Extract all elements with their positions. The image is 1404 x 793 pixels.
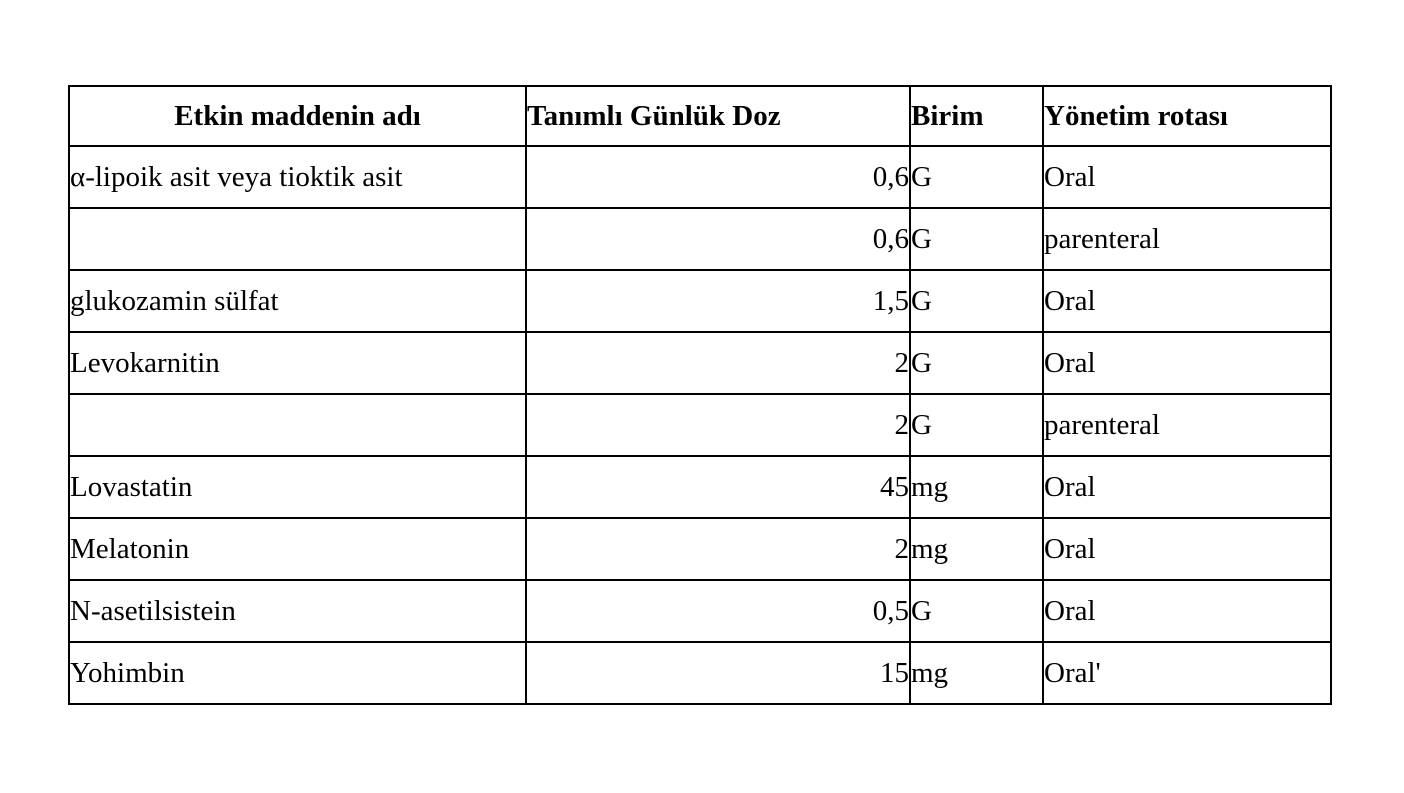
table-row: [69, 208, 1331, 270]
cell-route: Oral: [1043, 456, 1331, 518]
header-unit: Birim: [910, 86, 1043, 146]
cell-route: Oral': [1043, 642, 1331, 704]
cell-name: Levokarnitin: [69, 332, 526, 394]
header-route: Yönetim rotası: [1043, 86, 1331, 146]
cell-dose: 15: [526, 642, 910, 704]
cell-route: Oral: [1043, 146, 1331, 208]
cell-dose: 0,6: [526, 146, 910, 208]
cell-dose: 0,6: [526, 208, 910, 270]
cell-dose: 2: [526, 332, 910, 394]
cell-unit: G: [910, 270, 1043, 332]
table-row: [69, 270, 1331, 332]
cell-route: Oral: [1043, 518, 1331, 580]
cell-name: Yohimbin: [69, 642, 526, 704]
cell-unit: mg: [910, 642, 1043, 704]
table-header-row: [69, 86, 1331, 146]
table-row: [69, 146, 1331, 208]
table-row: [69, 456, 1331, 518]
cell-unit: mg: [910, 518, 1043, 580]
cell-dose: 2: [526, 518, 910, 580]
table-row: [69, 518, 1331, 580]
cell-name: [69, 394, 526, 456]
dose-table: [68, 85, 1332, 705]
header-active-ingredient: Etkin maddenin adı: [69, 86, 526, 146]
table-row: [69, 332, 1331, 394]
cell-unit: G: [910, 332, 1043, 394]
cell-name: N-asetilsistein: [69, 580, 526, 642]
cell-name: Lovastatin: [69, 456, 526, 518]
cell-name: [69, 208, 526, 270]
cell-dose: 2: [526, 394, 910, 456]
cell-unit: G: [910, 394, 1043, 456]
table-row: [69, 394, 1331, 456]
cell-dose: 1,5: [526, 270, 910, 332]
cell-name: Melatonin: [69, 518, 526, 580]
cell-route: parenteral: [1043, 208, 1331, 270]
cell-name: α-lipoik asit veya tioktik asit: [69, 146, 526, 208]
cell-dose: 0,5: [526, 580, 910, 642]
cell-unit: G: [910, 580, 1043, 642]
header-daily-dose: Tanımlı Günlük Doz: [526, 86, 910, 146]
cell-route: Oral: [1043, 580, 1331, 642]
table-row: [69, 642, 1331, 704]
cell-unit: G: [910, 146, 1043, 208]
cell-name: glukozamin sülfat: [69, 270, 526, 332]
cell-dose: 45: [526, 456, 910, 518]
cell-route: Oral: [1043, 332, 1331, 394]
cell-route: Oral: [1043, 270, 1331, 332]
cell-unit: mg: [910, 456, 1043, 518]
cell-route: parenteral: [1043, 394, 1331, 456]
cell-unit: G: [910, 208, 1043, 270]
table-row: [69, 580, 1331, 642]
